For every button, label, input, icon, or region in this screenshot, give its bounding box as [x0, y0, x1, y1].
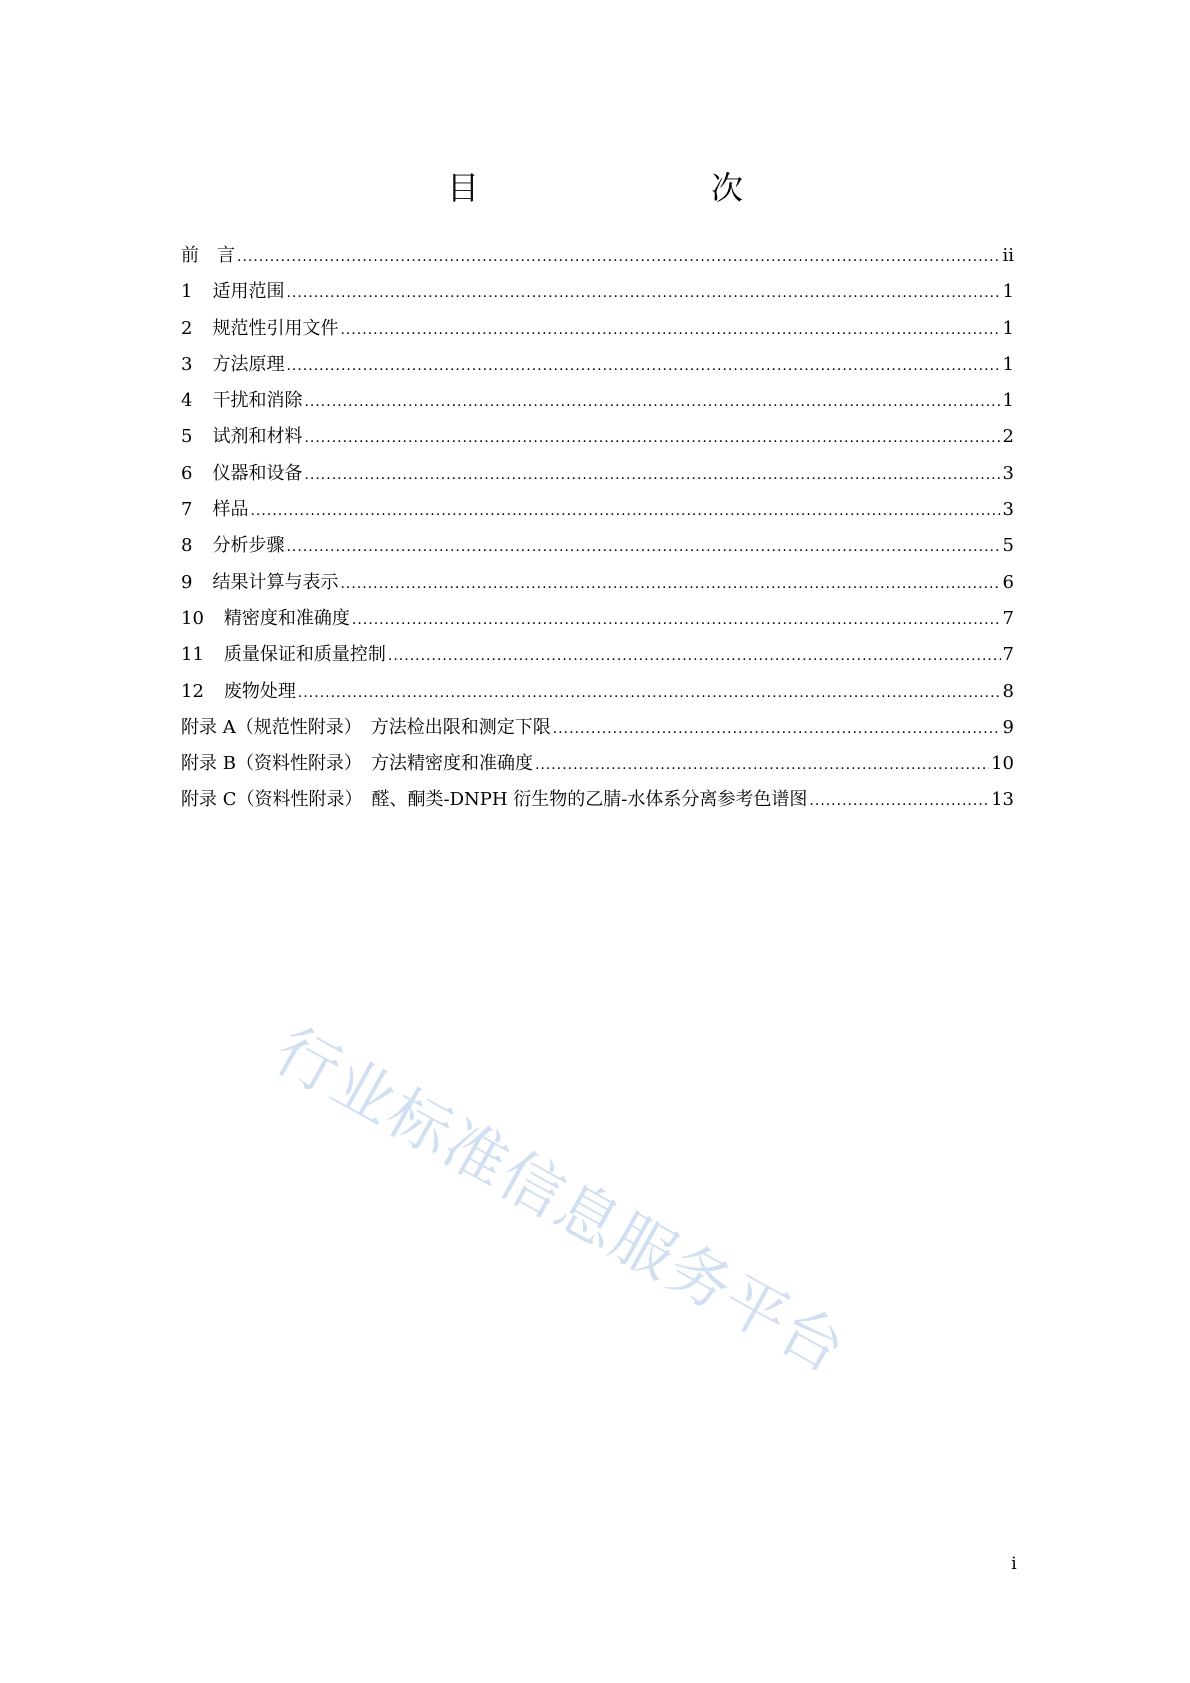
toc-entry-number: 7	[181, 499, 193, 521]
toc-entry-label: 样品	[212, 499, 249, 521]
toc-dot-leader	[553, 717, 1001, 741]
toc-dot-leader	[286, 281, 1000, 305]
toc-entry-number: 10	[181, 607, 204, 629]
toc-entry-number: 1	[181, 281, 193, 303]
toc-dot-leader	[340, 572, 1000, 596]
toc-entry[interactable]	[181, 280, 1014, 316]
toc-entry-label: 废物处理	[223, 680, 296, 702]
toc-dot-leader	[286, 354, 1000, 378]
toc-entry-page: 6	[1002, 571, 1014, 593]
toc-entry[interactable]	[181, 425, 1014, 461]
toc-title: 目 次	[446, 169, 799, 207]
toc-entry-page: 1	[1002, 353, 1014, 375]
toc-entry-number: 3	[181, 353, 193, 375]
toc-dot-leader	[340, 318, 1000, 342]
toc-entry-label: 结果计算与表示	[212, 571, 339, 593]
toc-dot-leader	[304, 426, 1000, 450]
toc-dot-leader	[304, 463, 1000, 487]
toc-entry-page: 7	[1002, 644, 1014, 666]
toc-entry-number: 2	[181, 317, 193, 339]
toc-dot-leader	[809, 789, 989, 813]
toc-entry-page: ii	[1002, 245, 1014, 266]
toc-entry[interactable]	[181, 534, 1014, 570]
toc-entry-label: 规范性引用文件	[212, 317, 339, 339]
toc-entry-page: 13	[991, 789, 1014, 811]
toc-entry-label: 方法原理	[212, 353, 285, 375]
table-of-contents	[181, 244, 1014, 825]
toc-entry-page: 3	[1002, 462, 1014, 484]
toc-entry-label: 附录 C（资料性附录） 醛、酮类-DNPH 衍生物的乙腈-水体系分离参考色谱图	[181, 789, 808, 811]
toc-entry-number: 4	[181, 390, 193, 412]
toc-entry-number: 12	[181, 680, 204, 702]
toc-entry[interactable]	[181, 607, 1014, 643]
toc-entry-label: 质量保证和质量控制	[223, 644, 386, 666]
toc-dot-leader	[250, 499, 1000, 523]
toc-dot-leader	[535, 753, 989, 777]
toc-dot-leader	[298, 681, 1001, 705]
watermark: 行业标准信息服务平台	[263, 1013, 859, 1388]
toc-entry-label: 前 言	[181, 245, 235, 266]
toc-entry-label: 仪器和设备	[212, 462, 303, 484]
toc-dot-leader	[237, 245, 1000, 269]
toc-entry[interactable]	[181, 498, 1014, 534]
toc-entry-page: 5	[1002, 535, 1014, 557]
toc-entry-page: 2	[1002, 426, 1014, 448]
toc-entry-page: 7	[1002, 607, 1014, 629]
page-number: i	[1011, 1554, 1017, 1574]
toc-entry-number: 9	[181, 571, 193, 593]
toc-entry-label: 干扰和消除	[212, 390, 303, 412]
toc-entry-page: 3	[1002, 499, 1014, 521]
toc-entry-page: 1	[1002, 317, 1014, 339]
toc-dot-leader	[304, 390, 1000, 414]
toc-entry[interactable]	[181, 389, 1014, 425]
toc-entry-page: 1	[1002, 390, 1014, 412]
toc-entry[interactable]	[181, 643, 1014, 679]
toc-dot-leader	[388, 644, 1001, 668]
toc-entry-page: 1	[1002, 281, 1014, 303]
toc-entry-page: 10	[991, 753, 1014, 775]
toc-entry-label: 试剂和材料	[212, 426, 303, 448]
toc-entry-number: 8	[181, 535, 193, 557]
toc-entry-number: 11	[181, 644, 204, 666]
toc-entry-label: 附录 A（规范性附录） 方法检出限和测定下限	[181, 716, 551, 738]
toc-entry-number: 6	[181, 462, 193, 484]
toc-entry[interactable]	[181, 680, 1014, 716]
toc-entry[interactable]	[181, 752, 1014, 788]
toc-entry-label: 适用范围	[212, 281, 285, 303]
toc-entry[interactable]	[181, 244, 1014, 280]
toc-entry-number: 5	[181, 426, 193, 448]
toc-entry-label: 分析步骤	[212, 535, 285, 557]
toc-entry[interactable]	[181, 716, 1014, 752]
toc-dot-leader	[352, 608, 1001, 632]
toc-entry[interactable]	[181, 353, 1014, 389]
toc-entry-label: 附录 B（资料性附录） 方法精密度和准确度	[181, 753, 533, 775]
toc-entry[interactable]	[181, 571, 1014, 607]
toc-entry-page: 9	[1002, 716, 1014, 738]
toc-entry[interactable]	[181, 317, 1014, 353]
toc-entry[interactable]	[181, 462, 1014, 498]
toc-entry[interactable]	[181, 788, 1014, 824]
toc-entry-label: 精密度和准确度	[223, 607, 350, 629]
toc-entry-page: 8	[1002, 680, 1014, 702]
toc-dot-leader	[286, 535, 1000, 559]
